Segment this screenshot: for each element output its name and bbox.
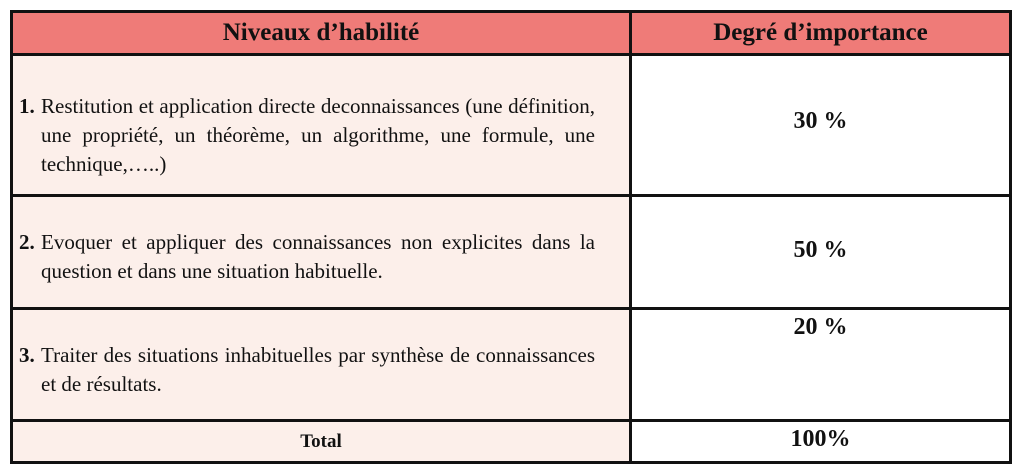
header-cell-levels bbox=[13, 13, 632, 53]
level-text: Traiter des situations inhabituelles par synthèse de connaissances et de résultats. bbox=[41, 343, 595, 396]
total-row bbox=[13, 422, 1009, 461]
level-cell bbox=[13, 310, 632, 419]
table-header-row bbox=[13, 13, 1009, 56]
weight-value: 30 % bbox=[793, 108, 848, 134]
header-cell-importance bbox=[632, 13, 1009, 53]
table-row bbox=[13, 56, 1009, 197]
weight-cell bbox=[632, 197, 1009, 307]
total-label-cell bbox=[13, 422, 632, 461]
header-levels-label: Niveaux d’habilité bbox=[222, 19, 420, 46]
level-cell bbox=[13, 56, 632, 194]
header-importance-label: Degré d’importance bbox=[713, 19, 928, 46]
table-row bbox=[13, 310, 1009, 422]
level-item bbox=[19, 341, 595, 399]
weight-value: 20 % bbox=[793, 314, 848, 340]
weight-cell bbox=[632, 310, 1009, 419]
level-item bbox=[19, 92, 595, 179]
level-number: 2. bbox=[19, 230, 35, 254]
weight-value: 50 % bbox=[793, 237, 848, 263]
total-label: Total bbox=[300, 431, 342, 452]
weight-cell bbox=[632, 56, 1009, 194]
total-value-cell bbox=[632, 422, 1009, 461]
table-row bbox=[13, 197, 1009, 310]
level-cell bbox=[13, 197, 632, 307]
level-number: 3. bbox=[19, 343, 35, 367]
level-text: Evoquer et appliquer des connaissances non explicites dans la question et dans une situation habituelle. bbox=[41, 230, 595, 283]
level-number: 1. bbox=[19, 94, 35, 118]
level-text: Restitution et application directe deconnaissances (une définition, une propriété, un théorème, un algorithme, une formule, une technique,…..) bbox=[41, 94, 595, 176]
level-item bbox=[19, 228, 595, 286]
total-value: 100% bbox=[790, 426, 851, 452]
skills-weight-table bbox=[10, 10, 1012, 464]
